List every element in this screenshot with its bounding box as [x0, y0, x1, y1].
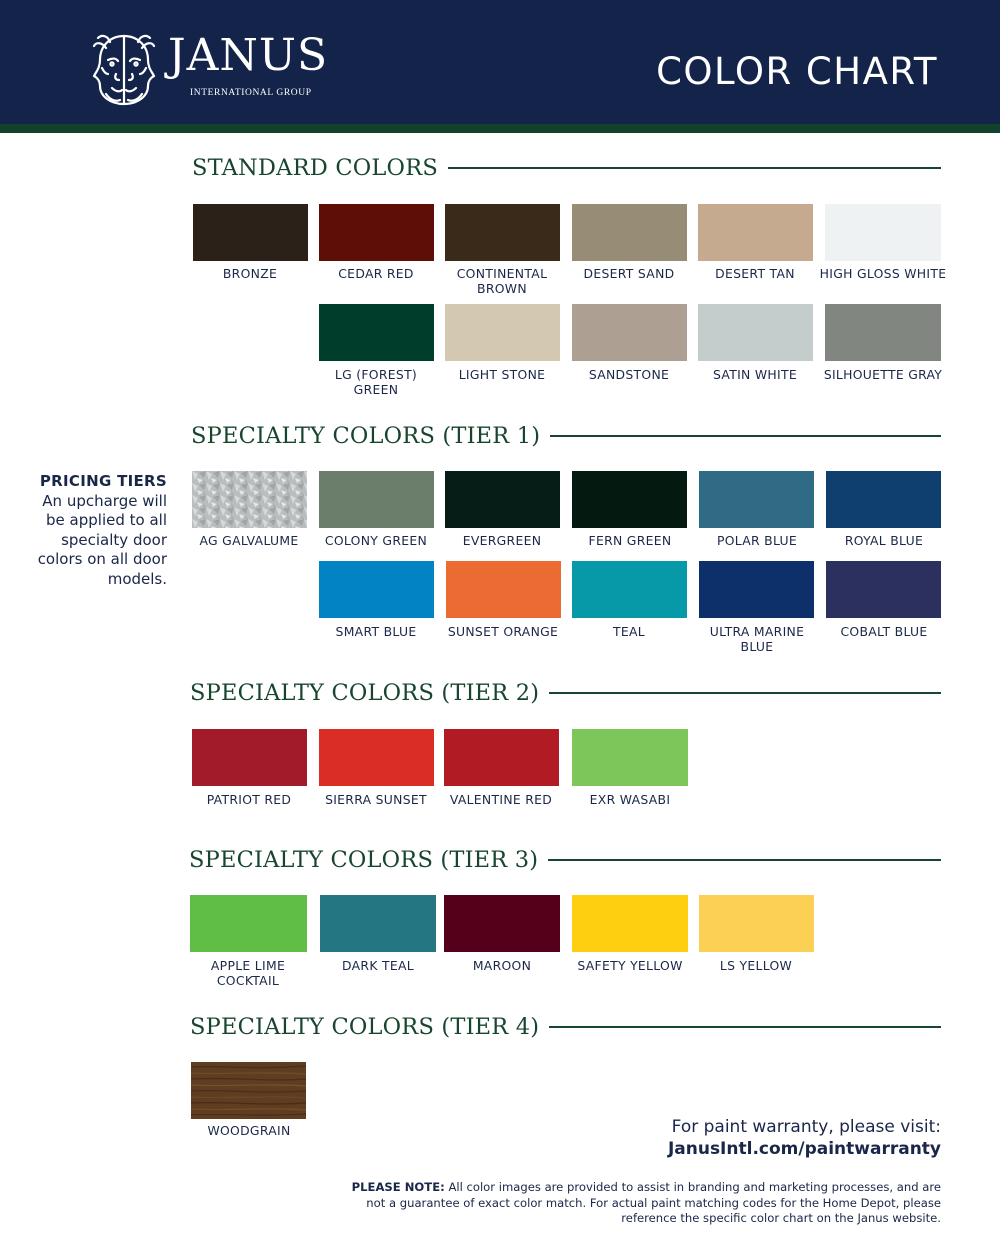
color-swatch-continental-brown	[445, 204, 560, 261]
color-swatch-colony-green	[319, 471, 434, 528]
color-swatch-ag-galvalume	[192, 471, 307, 528]
color-swatch-cedar-red	[319, 204, 434, 261]
color-swatch-polar-blue	[699, 471, 814, 528]
page-header	[0, 0, 1000, 124]
color-swatch-desert-tan	[698, 204, 813, 261]
brand-subtitle: INTERNATIONAL GROUP	[190, 88, 312, 98]
swatch-label: BRONZE	[222, 266, 278, 281]
swatch-label: WOODGRAIN	[207, 1123, 291, 1138]
swatch-label: SATIN WHITE	[713, 367, 797, 382]
color-swatch-valentine-red	[444, 729, 559, 786]
swatch-label: LG (FOREST) GREEN	[334, 367, 418, 397]
swatch-label: COLONY GREEN	[324, 533, 428, 548]
swatch-label: APPLE LIME COCKTAIL	[210, 958, 286, 988]
swatch-label: LS YELLOW	[719, 958, 793, 973]
section-heading-standard	[192, 153, 941, 183]
swatch-label: DESERT TAN	[715, 266, 795, 281]
section-title: SPECIALTY COLORS (TIER 1)	[191, 423, 541, 449]
swatch-label: LIGHT STONE	[458, 367, 546, 382]
color-swatch-desert-sand	[572, 204, 687, 261]
swatch-label: COBALT BLUE	[840, 624, 928, 639]
swatch-label: AG GALVALUME	[199, 533, 299, 548]
color-swatch-patriot-red	[192, 729, 307, 786]
warranty-text: For paint warranty, please visit:	[671, 1117, 941, 1137]
swatch-label: FERN GREEN	[588, 533, 672, 548]
swatch-label: HIGH GLOSS WHITE	[819, 266, 947, 281]
section-heading-tier4	[190, 1012, 941, 1042]
pricing-tiers-body: An upcharge will be applied to all specialty door colors on all door models.	[37, 491, 167, 588]
section-title: SPECIALTY COLORS (TIER 3)	[189, 847, 539, 873]
galvalume-texture	[192, 471, 307, 528]
color-swatch-exr-wasabi	[572, 729, 688, 786]
header-accent-stripe	[0, 124, 1000, 133]
warranty-link[interactable]: JanusIntl.com/paintwarranty	[667, 1139, 941, 1159]
swatch-label: DARK TEAL	[342, 958, 414, 973]
swatch-label: SIERRA SUNSET	[325, 792, 427, 807]
section-heading-tier3	[189, 845, 941, 875]
color-swatch-smart-blue	[319, 561, 434, 618]
swatch-label: PATRIOT RED	[206, 792, 292, 807]
note-text: All color images are provided to assist in branding and marketing processes, and are not a guarantee of exact color match. For actual paint matching codes for the Home Depot, please reference the specific color chart on the Janus website.	[366, 1180, 941, 1225]
color-swatch-light-stone	[445, 304, 560, 361]
color-swatch-woodgrain	[191, 1062, 306, 1119]
color-swatch-ls-yellow	[699, 895, 814, 952]
swatch-label: ROYAL BLUE	[844, 533, 924, 548]
section-divider	[549, 1026, 941, 1028]
swatch-label: EXR WASABI	[589, 792, 671, 807]
swatch-label: SILHOUETTE GRAY	[823, 367, 943, 382]
color-swatch-evergreen	[445, 471, 560, 528]
section-divider	[550, 435, 941, 437]
color-swatch-silhouette-gray	[825, 304, 941, 361]
color-swatch-sunset-orange	[446, 561, 561, 618]
woodgrain-texture	[191, 1062, 306, 1119]
swatch-label: EVERGREEN	[462, 533, 542, 548]
color-swatch-fern-green	[572, 471, 687, 528]
color-swatch-cobalt-blue	[826, 561, 941, 618]
section-title: SPECIALTY COLORS (TIER 4)	[190, 1014, 540, 1040]
color-swatch-teal	[572, 561, 687, 618]
disclaimer-note	[341, 1180, 941, 1227]
swatch-label: VALENTINE RED	[449, 792, 553, 807]
note-label: PLEASE NOTE:	[351, 1180, 445, 1194]
swatch-label: CONTINENTAL BROWN	[456, 266, 548, 296]
color-swatch-bronze	[193, 204, 308, 261]
swatch-label: MAROON	[472, 958, 532, 973]
section-title: STANDARD COLORS	[192, 155, 438, 181]
color-swatch-apple-lime-cocktail	[190, 895, 307, 952]
swatch-label: SMART BLUE	[335, 624, 417, 639]
pricing-tiers-title: PRICING TIERS	[39, 472, 167, 490]
section-title: SPECIALTY COLORS (TIER 2)	[190, 680, 540, 706]
swatch-label: CEDAR RED	[338, 266, 414, 281]
swatch-label: SAFETY YELLOW	[577, 958, 683, 973]
color-swatch-maroon	[444, 895, 560, 952]
color-swatch-lg-forest-green	[319, 304, 434, 361]
section-heading-tier2	[190, 678, 941, 708]
swatch-label: POLAR BLUE	[716, 533, 798, 548]
color-swatch-ultra-marine-blue	[699, 561, 814, 618]
swatch-label: SUNSET ORANGE	[447, 624, 559, 639]
brand-name: JANUS	[168, 30, 329, 81]
swatch-label: ULTRA MARINE BLUE	[709, 624, 805, 654]
page-title: COLOR CHART	[656, 50, 938, 93]
swatch-label: DESERT SAND	[583, 266, 675, 281]
pricing-tiers-note	[20, 472, 167, 589]
warranty-info	[668, 1116, 941, 1160]
section-heading-tier1	[191, 421, 941, 451]
color-swatch-sandstone	[572, 304, 687, 361]
section-divider	[448, 167, 941, 169]
color-swatch-sierra-sunset	[319, 729, 434, 786]
color-swatch-royal-blue	[826, 471, 941, 528]
section-divider	[548, 859, 941, 861]
color-swatch-satin-white	[698, 304, 813, 361]
section-divider	[549, 692, 941, 694]
janus-head-logo-icon	[86, 30, 162, 110]
color-swatch-dark-teal	[320, 895, 436, 952]
color-swatch-high-gloss-white	[825, 204, 941, 261]
color-swatch-safety-yellow	[572, 895, 688, 952]
swatch-label: SANDSTONE	[588, 367, 670, 382]
swatch-label: TEAL	[613, 624, 645, 639]
